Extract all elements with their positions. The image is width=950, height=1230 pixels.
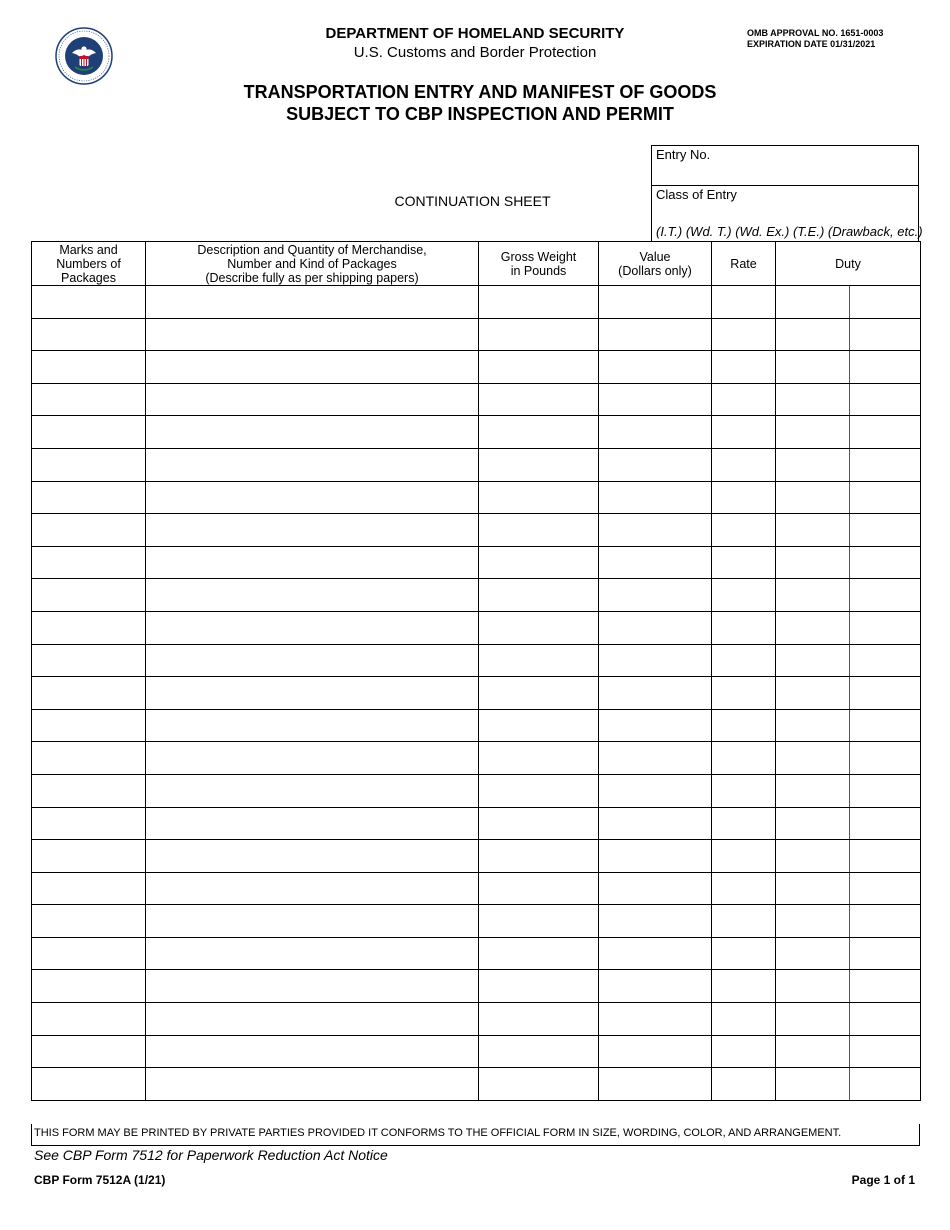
cell-duty-dollars[interactable] — [776, 1003, 850, 1036]
cell-value[interactable] — [599, 1035, 712, 1068]
cell-duty-cents[interactable] — [850, 351, 921, 384]
cell-duty-dollars[interactable] — [776, 611, 850, 644]
cell-weight[interactable] — [479, 286, 599, 319]
cell-weight[interactable] — [479, 905, 599, 938]
cell-marks[interactable] — [32, 286, 146, 319]
cell-marks[interactable] — [32, 905, 146, 938]
cell-duty-dollars[interactable] — [776, 1035, 850, 1068]
cell-weight[interactable] — [479, 318, 599, 351]
cell-duty-cents[interactable] — [850, 579, 921, 612]
cell-value[interactable] — [599, 351, 712, 384]
cell-value[interactable] — [599, 742, 712, 775]
paperwork-reduction-notice: See CBP Form 7512 for Paperwork Reduction Act Notice — [34, 1147, 388, 1163]
class-of-entry-field[interactable]: Class of Entry — [656, 187, 737, 202]
cell-weight[interactable] — [479, 742, 599, 775]
table-row — [32, 872, 921, 905]
cell-marks[interactable] — [32, 840, 146, 873]
cell-value[interactable] — [599, 872, 712, 905]
cell-duty-cents[interactable] — [850, 1035, 921, 1068]
cell-value[interactable] — [599, 611, 712, 644]
cell-marks[interactable] — [32, 644, 146, 677]
cell-weight[interactable] — [479, 774, 599, 807]
column-header-duty-line: Duty — [835, 256, 861, 271]
cell-weight[interactable] — [479, 807, 599, 840]
column-header-rate-line: Rate — [730, 256, 757, 271]
cell-weight[interactable] — [479, 611, 599, 644]
cell-description[interactable] — [146, 905, 479, 938]
cell-description[interactable] — [146, 644, 479, 677]
cell-rate[interactable] — [712, 318, 776, 351]
cell-description[interactable] — [146, 872, 479, 905]
cell-weight[interactable] — [479, 1068, 599, 1101]
cell-rate[interactable] — [712, 286, 776, 319]
omb-approval-block — [747, 28, 883, 50]
cell-duty-dollars[interactable] — [776, 709, 850, 742]
table-row — [32, 481, 921, 514]
cell-marks[interactable] — [32, 1068, 146, 1101]
omb-approval-number: OMB APPROVAL NO. 1651-0003 — [747, 28, 884, 38]
cell-duty-dollars[interactable] — [776, 677, 850, 710]
manifest-table — [31, 241, 921, 1101]
cell-marks[interactable] — [32, 937, 146, 970]
cell-rate[interactable] — [712, 514, 776, 547]
cell-weight[interactable] — [479, 937, 599, 970]
column-header-weight-line: Gross Weight — [500, 249, 577, 264]
cell-duty-cents[interactable] — [850, 416, 921, 449]
column-header-rate — [712, 242, 776, 286]
class-of-entry-options: (I.T.) (Wd. T.) (Wd. Ex.) (T.E.) (Drawback, etc.) — [656, 224, 923, 239]
cell-duty-dollars[interactable] — [776, 905, 850, 938]
cell-value[interactable] — [599, 905, 712, 938]
table-row — [32, 286, 921, 319]
cell-duty-dollars[interactable] — [776, 546, 850, 579]
cell-duty-dollars[interactable] — [776, 1068, 850, 1101]
cell-description[interactable] — [146, 318, 479, 351]
page-number: Page 1 of 1 — [851, 1173, 915, 1187]
cell-duty-cents[interactable] — [850, 677, 921, 710]
cell-value[interactable] — [599, 514, 712, 547]
cell-rate[interactable] — [712, 742, 776, 775]
table-row — [32, 840, 921, 873]
cell-duty-cents[interactable] — [850, 970, 921, 1003]
cell-weight[interactable] — [479, 872, 599, 905]
cell-duty-cents[interactable] — [850, 514, 921, 547]
table-row — [32, 514, 921, 547]
cell-duty-cents[interactable] — [850, 644, 921, 677]
cell-value[interactable] — [599, 1068, 712, 1101]
table-row — [32, 644, 921, 677]
table-row — [32, 611, 921, 644]
cell-marks[interactable] — [32, 351, 146, 384]
cell-rate[interactable] — [712, 677, 776, 710]
column-header-marks-line: Packages — [61, 270, 116, 285]
column-header-description-line: Description and Quantity of Merchandise, — [197, 242, 427, 257]
column-header-weight-line: in Pounds — [510, 263, 567, 278]
cell-duty-dollars[interactable] — [776, 840, 850, 873]
cell-rate[interactable] — [712, 579, 776, 612]
cell-description[interactable] — [146, 416, 479, 449]
table-row — [32, 318, 921, 351]
cell-rate[interactable] — [712, 481, 776, 514]
cell-value[interactable] — [599, 709, 712, 742]
cell-duty-dollars[interactable] — [776, 774, 850, 807]
cell-description[interactable] — [146, 546, 479, 579]
cell-duty-cents[interactable] — [850, 546, 921, 579]
cell-duty-cents[interactable] — [850, 383, 921, 416]
cell-marks[interactable] — [32, 579, 146, 612]
table-row — [32, 416, 921, 449]
agency-name: U.S. Customs and Border Protection — [353, 44, 597, 61]
cell-weight[interactable] — [479, 709, 599, 742]
cell-weight[interactable] — [479, 579, 599, 612]
column-header-value — [599, 242, 712, 286]
table-row — [32, 579, 921, 612]
cell-rate[interactable] — [712, 1068, 776, 1101]
cell-description[interactable] — [146, 840, 479, 873]
cell-rate[interactable] — [712, 611, 776, 644]
cell-marks[interactable] — [32, 709, 146, 742]
cell-value[interactable] — [599, 481, 712, 514]
cell-duty-cents[interactable] — [850, 937, 921, 970]
table-row — [32, 742, 921, 775]
column-header-value-line: (Dollars only) — [618, 263, 692, 278]
cell-rate[interactable] — [712, 905, 776, 938]
column-header-description-line: (Describe fully as per shipping papers) — [205, 270, 419, 285]
cell-value[interactable] — [599, 448, 712, 481]
column-header-duty — [776, 242, 921, 286]
cell-marks[interactable] — [32, 872, 146, 905]
table-row — [32, 1035, 921, 1068]
cell-weight[interactable] — [479, 546, 599, 579]
cell-duty-cents[interactable] — [850, 905, 921, 938]
cell-rate[interactable] — [712, 970, 776, 1003]
cell-weight[interactable] — [479, 351, 599, 384]
cell-weight[interactable] — [479, 840, 599, 873]
cell-duty-dollars[interactable] — [776, 383, 850, 416]
cell-marks[interactable] — [32, 546, 146, 579]
cell-value[interactable] — [599, 644, 712, 677]
cell-marks[interactable] — [32, 318, 146, 351]
entry-box-divider — [652, 185, 918, 186]
cell-value[interactable] — [599, 1003, 712, 1036]
table-row — [32, 383, 921, 416]
cell-rate[interactable] — [712, 807, 776, 840]
cell-rate[interactable] — [712, 1003, 776, 1036]
cell-rate[interactable] — [712, 840, 776, 873]
table-body — [32, 286, 921, 1101]
cell-value[interactable] — [599, 383, 712, 416]
cell-weight[interactable] — [479, 383, 599, 416]
cell-description[interactable] — [146, 742, 479, 775]
entry-number-field[interactable]: Entry No. — [656, 147, 711, 162]
cell-weight[interactable] — [479, 1003, 599, 1036]
cell-duty-dollars[interactable] — [776, 416, 850, 449]
table-row — [32, 970, 921, 1003]
column-header-description-line: Number and Kind of Packages — [227, 256, 397, 271]
cell-duty-cents[interactable] — [850, 318, 921, 351]
cell-duty-cents[interactable] — [850, 872, 921, 905]
column-header-value-line: Value — [639, 249, 671, 264]
cell-value[interactable] — [599, 970, 712, 1003]
cell-marks[interactable] — [32, 1003, 146, 1036]
cell-duty-cents[interactable] — [850, 709, 921, 742]
table-row — [32, 677, 921, 710]
cell-description[interactable] — [146, 774, 479, 807]
cell-rate[interactable] — [712, 709, 776, 742]
cell-duty-dollars[interactable] — [776, 807, 850, 840]
cell-duty-dollars[interactable] — [776, 514, 850, 547]
cell-weight[interactable] — [479, 514, 599, 547]
cell-duty-cents[interactable] — [850, 742, 921, 775]
table-row — [32, 774, 921, 807]
cell-duty-dollars[interactable] — [776, 318, 850, 351]
printing-notice: THIS FORM MAY BE PRINTED BY PRIVATE PARTIES PROVIDED IT CONFORMS TO THE OFFICIAL FORM IN SIZE, WORDING, COLOR, AND ARRANGEMENT. — [31, 1124, 920, 1146]
column-header-marks-line: Marks and — [59, 242, 118, 257]
cell-duty-dollars[interactable] — [776, 351, 850, 384]
cell-marks[interactable] — [32, 742, 146, 775]
cell-rate[interactable] — [712, 546, 776, 579]
cell-duty-cents[interactable] — [850, 286, 921, 319]
cell-description[interactable] — [146, 709, 479, 742]
cell-marks[interactable] — [32, 970, 146, 1003]
cell-weight[interactable] — [479, 1035, 599, 1068]
cell-weight[interactable] — [479, 970, 599, 1003]
cell-marks[interactable] — [32, 774, 146, 807]
dhs-seal-icon — [55, 27, 113, 85]
cell-description[interactable] — [146, 937, 479, 970]
cell-rate[interactable] — [712, 774, 776, 807]
table-row — [32, 351, 921, 384]
cell-marks[interactable] — [32, 481, 146, 514]
cell-value[interactable] — [599, 937, 712, 970]
cell-rate[interactable] — [712, 351, 776, 384]
cell-duty-dollars[interactable] — [776, 579, 850, 612]
cell-duty-dollars[interactable] — [776, 481, 850, 514]
cell-value[interactable] — [599, 286, 712, 319]
cell-rate[interactable] — [712, 416, 776, 449]
cell-description[interactable] — [146, 611, 479, 644]
cell-weight[interactable] — [479, 481, 599, 514]
cell-description[interactable] — [146, 1068, 479, 1101]
cell-marks[interactable] — [32, 1035, 146, 1068]
department-name: DEPARTMENT OF HOMELAND SECURITY — [325, 25, 625, 42]
cell-weight[interactable] — [479, 677, 599, 710]
cell-marks[interactable] — [32, 383, 146, 416]
form-title-line-1: TRANSPORTATION ENTRY AND MANIFEST OF GOODS — [243, 82, 717, 102]
cell-marks[interactable] — [32, 416, 146, 449]
cell-description[interactable] — [146, 970, 479, 1003]
cell-duty-cents[interactable] — [850, 840, 921, 873]
cell-duty-dollars[interactable] — [776, 937, 850, 970]
table-row — [32, 1068, 921, 1101]
cell-marks[interactable] — [32, 448, 146, 481]
cell-rate[interactable] — [712, 448, 776, 481]
cell-description[interactable] — [146, 481, 479, 514]
cell-duty-dollars[interactable] — [776, 286, 850, 319]
cell-marks[interactable] — [32, 677, 146, 710]
table-row — [32, 937, 921, 970]
cell-value[interactable] — [599, 318, 712, 351]
cell-duty-cents[interactable] — [850, 774, 921, 807]
cell-value[interactable] — [599, 579, 712, 612]
cell-duty-cents[interactable] — [850, 448, 921, 481]
column-header-marks — [32, 242, 146, 286]
cell-duty-cents[interactable] — [850, 1003, 921, 1036]
cell-value[interactable] — [599, 774, 712, 807]
continuation-sheet-label: CONTINUATION SHEET — [394, 193, 551, 209]
cell-duty-cents[interactable] — [850, 1068, 921, 1101]
cell-weight[interactable] — [479, 448, 599, 481]
cell-weight[interactable] — [479, 644, 599, 677]
form-title-line-2: SUBJECT TO CBP INSPECTION AND PERMIT — [286, 104, 674, 124]
cell-duty-dollars[interactable] — [776, 872, 850, 905]
cell-marks[interactable] — [32, 611, 146, 644]
cell-rate[interactable] — [712, 644, 776, 677]
cell-description[interactable] — [146, 807, 479, 840]
cell-duty-dollars[interactable] — [776, 448, 850, 481]
cell-description[interactable] — [146, 286, 479, 319]
cell-marks[interactable] — [32, 514, 146, 547]
cell-duty-cents[interactable] — [850, 611, 921, 644]
cell-value[interactable] — [599, 546, 712, 579]
cell-rate[interactable] — [712, 872, 776, 905]
cell-description[interactable] — [146, 448, 479, 481]
cell-rate[interactable] — [712, 1035, 776, 1068]
column-header-description — [146, 242, 479, 286]
table-row — [32, 709, 921, 742]
cell-description[interactable] — [146, 1003, 479, 1036]
table-row — [32, 1003, 921, 1036]
cell-duty-dollars[interactable] — [776, 970, 850, 1003]
cell-value[interactable] — [599, 416, 712, 449]
cell-description[interactable] — [146, 514, 479, 547]
cell-duty-dollars[interactable] — [776, 742, 850, 775]
entry-info-box — [651, 145, 923, 241]
cell-value[interactable] — [599, 840, 712, 873]
cell-description[interactable] — [146, 383, 479, 416]
form-number: CBP Form 7512A (1/21) — [34, 1173, 166, 1187]
cell-description[interactable] — [146, 1035, 479, 1068]
cell-description[interactable] — [146, 351, 479, 384]
cell-weight[interactable] — [479, 416, 599, 449]
table-row — [32, 807, 921, 840]
cell-marks[interactable] — [32, 807, 146, 840]
table-row — [32, 546, 921, 579]
column-header-marks-line: Numbers of — [56, 256, 121, 271]
cell-description[interactable] — [146, 579, 479, 612]
column-header-weight — [479, 242, 599, 286]
table-header-row — [32, 242, 921, 286]
cell-rate[interactable] — [712, 937, 776, 970]
table-row — [32, 448, 921, 481]
table-row — [32, 905, 921, 938]
cell-duty-cents[interactable] — [850, 807, 921, 840]
cell-value[interactable] — [599, 677, 712, 710]
cell-value[interactable] — [599, 807, 712, 840]
cell-duty-cents[interactable] — [850, 481, 921, 514]
cell-description[interactable] — [146, 677, 479, 710]
cell-rate[interactable] — [712, 383, 776, 416]
cell-duty-dollars[interactable] — [776, 644, 850, 677]
expiration-date: EXPIRATION DATE 01/31/2021 — [747, 39, 876, 49]
